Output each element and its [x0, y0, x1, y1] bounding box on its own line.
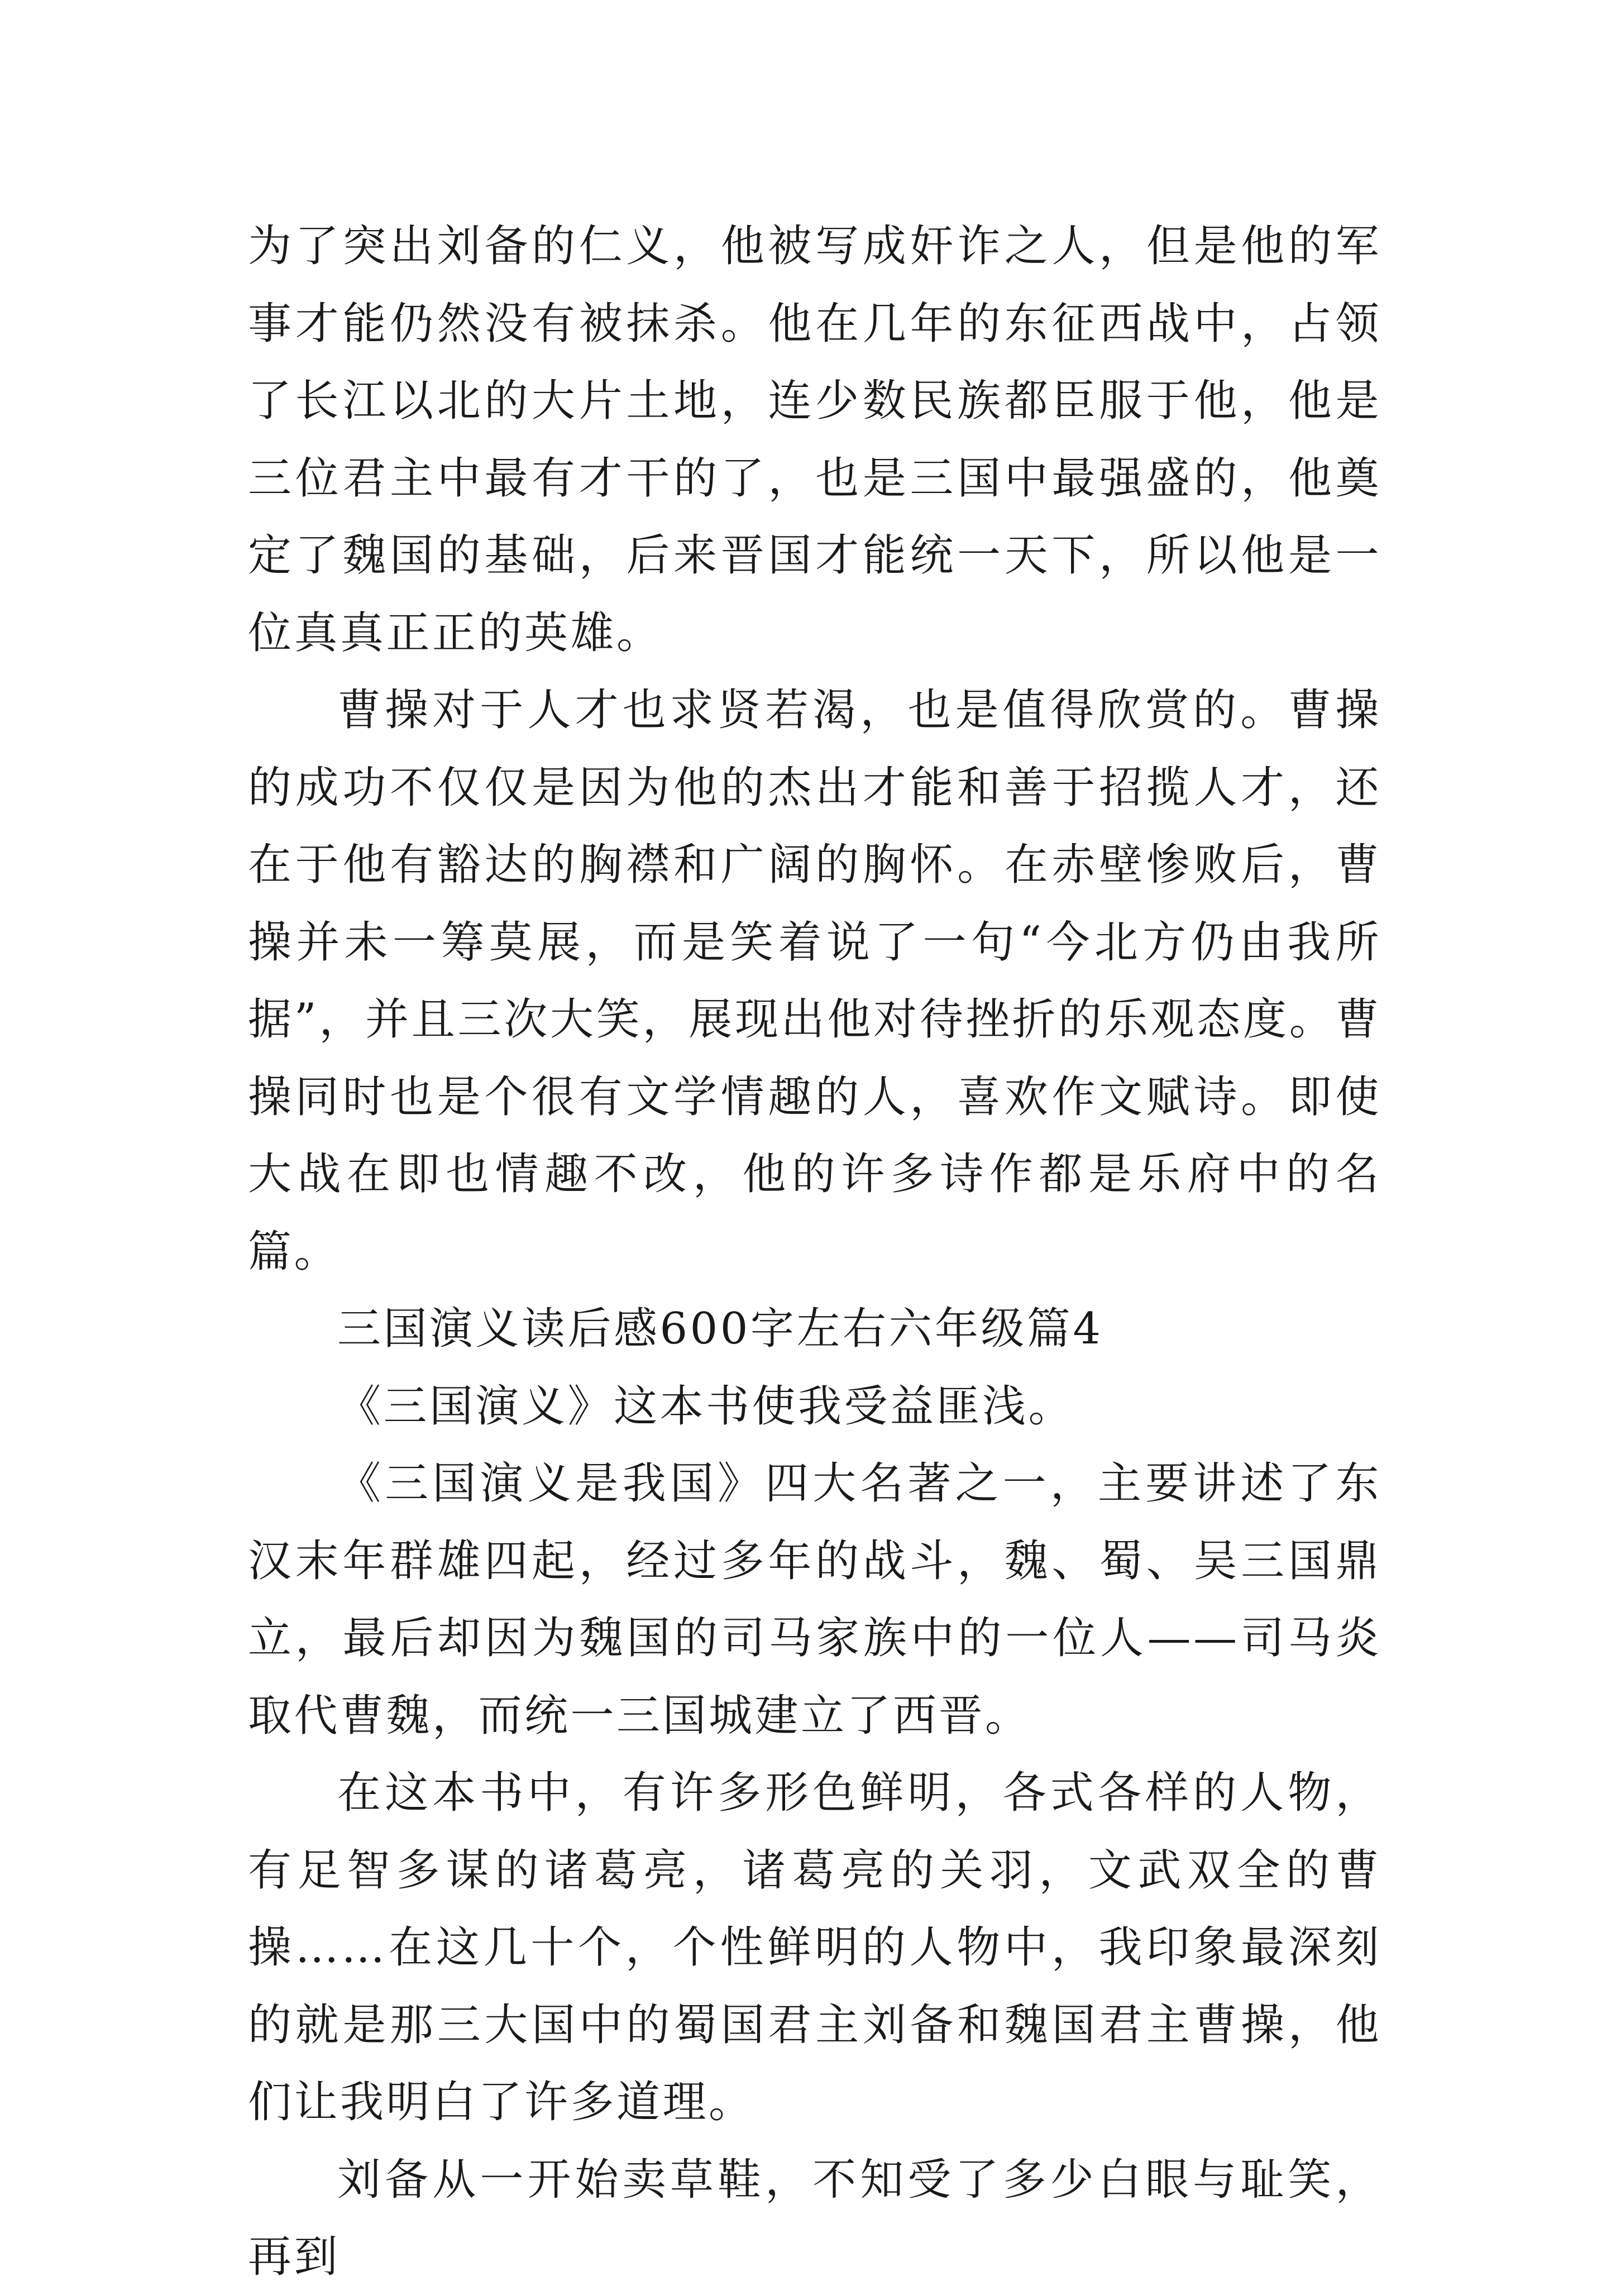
paragraph-5: 在这本书中，有许多形色鲜明，各式各样的人物，有足智多谋的诸葛亮，诸葛亮的关羽，文武双全的曹操……在这几十个，个性鲜明的人物中，我印象最深刻的就是那三大国中的蜀国君主刘备和魏国君主曹操，他们让我明白了许多道理。	[248, 1768, 1381, 2127]
paragraph-3: 《三国演义》这本书使我受益匪浅。	[337, 1381, 1075, 1432]
paragraph-2: 曹操对于人才也求贤若渴，也是值得欣赏的。曹操的成功不仅仅是因为他的杰出才能和善于招揽人才，还在于他有豁达的胸襟和广阔的胸怀。在赤壁惨败后，曹操并未一筹莫展，而是笑着说了一句“今北方仍由我所据”，并且三次大笑，展现出他对待挫折的乐观态度。曹操同时也是个很有文学情趣的人，喜欢作文赋诗。即使大战在即也情趣不改，他的许多诗作都是乐府中的名篇。	[248, 685, 1381, 1277]
paragraph-1: 为了突出刘备的仁义，他被写成奸诈之人，但是他的军事才能仍然没有被抹杀。他在几年的东征西战中，占领了长江以北的大片土地，连少数民族都臣服于他，他是三位君主中最有才干的了，也是三国中最强盛的，他奠定了魏国的基础，后来晋国才能统一天下，所以他是一位真真正正的英雄。	[248, 221, 1381, 658]
section-heading: 三国演义读后感600字左右六年级篇4	[337, 1304, 1103, 1354]
paragraph-4: 《三国演义是我国》四大名著之一，主要讲述了东汉末年群雄四起，经过多年的战斗，魏、蜀、吴三国鼎立，最后却因为魏国的司马家族中的一位人——司马炎取代曹魏，而统一三国城建立了西晋。	[248, 1458, 1381, 1741]
paragraph-6: 刘备从一开始卖草鞋，不知受了多少白眼与耻笑，再到	[248, 2154, 1381, 2282]
body-text	[248, 208, 1381, 2296]
